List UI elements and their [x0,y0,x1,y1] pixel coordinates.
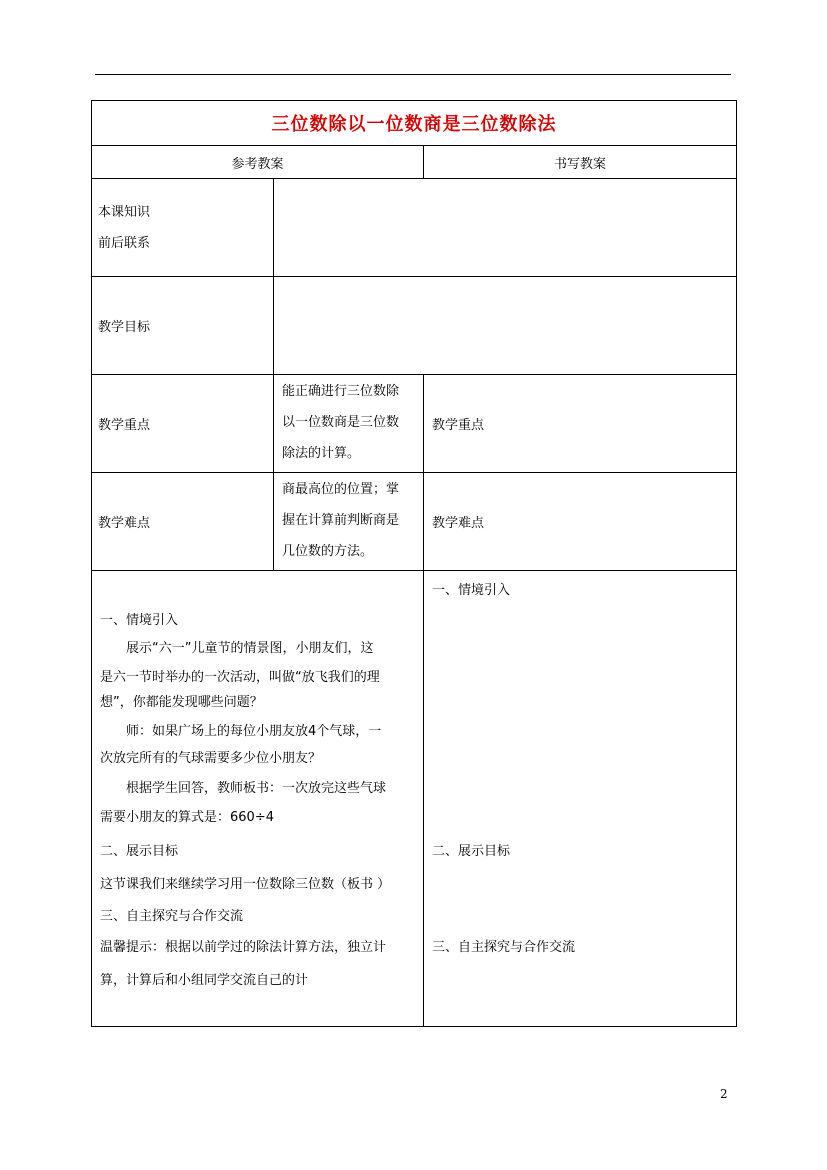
process-paragraph-line: 想”，你都能发现哪些问题？ [100,695,263,710]
process-paragraph-line: 根据学生回答，教师板书：一次放完这些气球 [126,781,387,796]
process-right-heading: 一、情境引入 [432,583,511,598]
difficulty-label: 教学难点 [98,516,151,531]
key-point-right-label: 教学重点 [432,418,485,433]
key-point-line: 除法的计算。 [282,446,361,461]
goal-content-cell [273,276,737,375]
difficulty-content-cell [273,472,424,571]
process-paragraph-line: 这节课我们来继续学习用一位数除三位数（板书 ） [100,877,391,892]
difficulty-line: 握在计算前判断商是 [282,513,400,528]
difficulty-right-cell [423,472,737,571]
difficulty-line: 几位数的方法。 [282,544,374,559]
key-point-line: 能正确进行三位数除 [282,384,400,399]
knowledge-content-cell [273,178,737,277]
difficulty-right-label: 教学难点 [432,516,485,531]
goal-label: 教学目标 [98,320,151,335]
page-number: 2 [720,1087,728,1101]
difficulty-label-cell [91,472,274,571]
knowledge-label-line2: 前后联系 [98,235,151,251]
process-right-heading: 三、自主探究与合作交流 [432,940,576,955]
process-right-cell [423,570,737,1027]
process-paragraph-line: 需要小朋友的算式是：660÷4 [100,810,274,825]
column-header-writing: 书写教案 [423,145,737,179]
process-right-heading: 二、展示目标 [432,844,511,859]
process-paragraph-line: 次放完所有的气球需要多少位小朋友？ [100,751,322,766]
process-paragraph-line: 是六一节时举办的一次活动，叫做“放飞我们的理 [100,670,380,685]
process-paragraph-line: 算，计算后和小组同学交流自己的计 [100,973,309,988]
process-paragraph-line: 温馨提示：根据以前学过的除法计算方法，独立计 [100,940,387,955]
key-point-content-cell [273,374,424,473]
process-paragraph-line: 展示“六一”儿童节的情景图，小朋友们，这 [126,641,374,656]
key-point-right-cell [423,374,737,473]
process-paragraph-line: 师：如果广场上的每位小朋友放4个气球，一 [126,724,382,739]
key-point-line: 以一位数商是三位数 [282,415,400,430]
column-header-reference: 参考教案 [91,145,424,179]
knowledge-label-line1: 本课知识 [98,204,151,220]
goal-label-cell [91,276,274,375]
process-section-heading: 一、情境引入 [100,613,179,628]
lesson-title: 三位数除以一位数商是三位数除法 [91,100,737,146]
process-section-heading: 三、自主探究与合作交流 [100,909,244,924]
difficulty-line: 商最高位的位置；掌 [282,482,400,497]
process-section-heading: 二、展示目标 [100,844,179,859]
header-rule [95,74,731,75]
process-left-cell [91,570,424,1027]
knowledge-label-cell [91,178,274,277]
key-point-label: 教学重点 [98,418,151,433]
key-point-label-cell [91,374,274,473]
